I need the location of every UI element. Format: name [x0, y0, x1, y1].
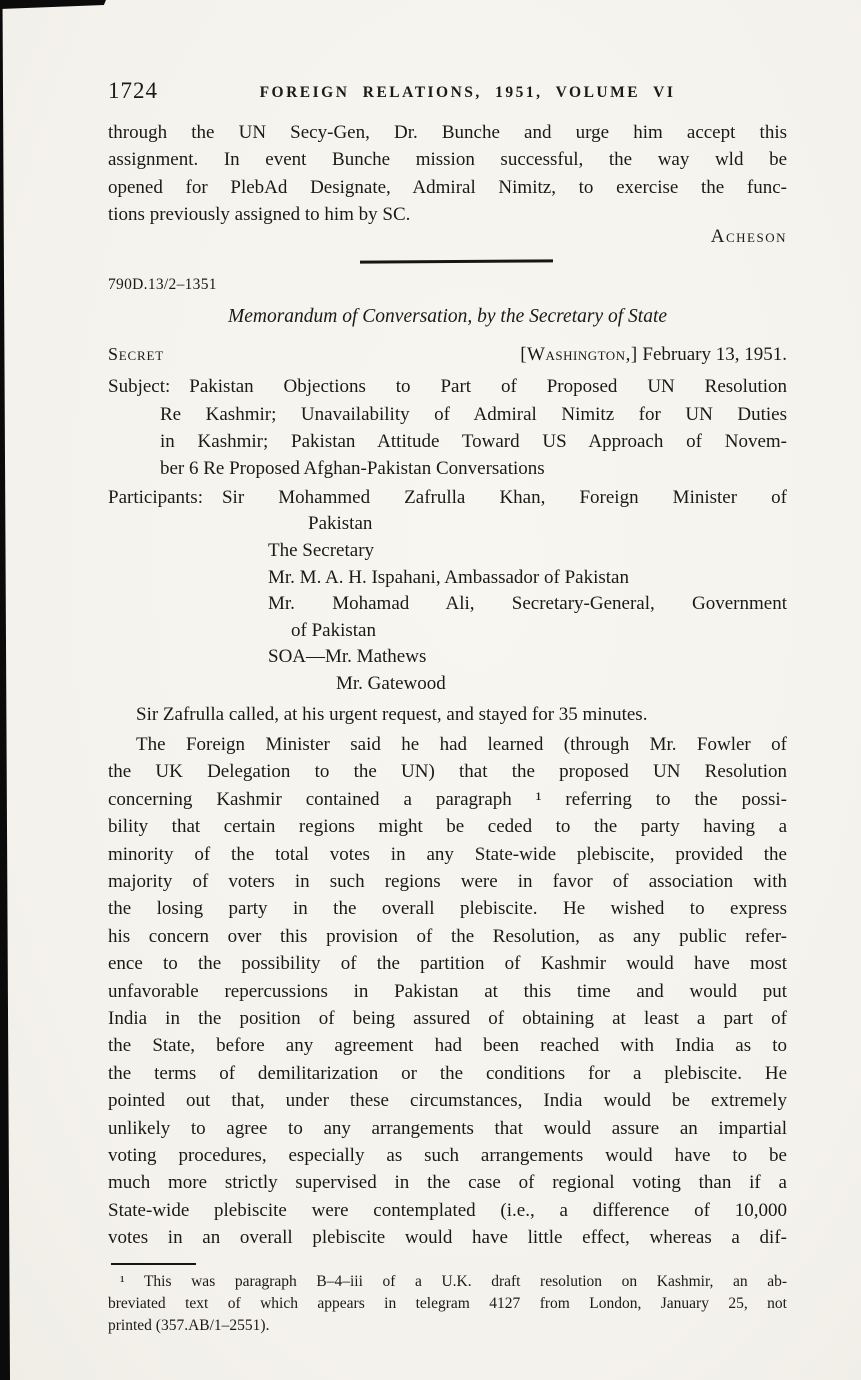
text-line: breviated text of which appears in telegram 4127 from London, January 25, not — [108, 1294, 787, 1312]
text-line: Mr. M. A. H. Ispahani, Ambassador of Pakistan — [268, 566, 629, 588]
previous-document-continuation — [108, 119, 787, 249]
footnote-rule — [111, 1263, 196, 1265]
text-line: The Secretary — [268, 539, 375, 561]
body-paragraph — [108, 731, 787, 1252]
text-line: much more strictly supervised in the case of regional voting than if a — [108, 1172, 787, 1194]
document-title: Memorandum of Conversation, by the Secretary of State — [227, 306, 668, 328]
footnote-block — [108, 1271, 787, 1338]
text-line: India in the position of being assured of obtaining at least a part of — [108, 1007, 787, 1029]
page-header — [108, 78, 787, 110]
text-line: Mr. Mohamad Ali, Secretary-General, Government — [268, 593, 787, 615]
running-header: FOREIGN RELATIONS, 1951, VOLUME VI — [259, 84, 676, 101]
text-line: concerning Kashmir contained a paragraph ¹ referring to the possi- — [108, 788, 787, 810]
scan-edge-artifact-left — [0, 0, 12, 1380]
page-content — [108, 78, 787, 1337]
text-line: unfavorable repercussions in Pakistan at this time and would put — [108, 980, 787, 1002]
text-line: State-wide plebiscite were contemplated (i.e., a difference of 10,000 — [108, 1199, 787, 1221]
text-line: the losing party in the overall plebiscite. He wished to express — [108, 898, 787, 920]
text-line: voting procedures, especially as such arrangements would have to be — [108, 1145, 787, 1166]
section-divider-rule — [360, 259, 553, 263]
text-line: the UK Delegation to the UN) that the proposed UN Resolution — [108, 761, 787, 783]
participants-block — [108, 485, 787, 698]
text-line: printed (357.AB/1–2551). — [108, 1317, 270, 1335]
dateline-place: [Washington,] — [520, 344, 638, 366]
text-line: ber 6 Re Proposed Afghan-Pakistan Conversations — [160, 458, 545, 480]
text-line: opened for PlebAd Designate, Admiral Nimitz, to exercise the func- — [108, 176, 787, 198]
text-line: Mr. Gatewood — [336, 672, 446, 694]
dateline-date: February 13, 1951. — [642, 344, 787, 366]
scan-edge-artifact-top — [0, 0, 106, 9]
body-paragraph — [108, 701, 787, 728]
page-number: 1724 — [108, 78, 158, 103]
text-line: Pakistan — [308, 513, 373, 535]
text-line: in Kashmir; Pakistan Attitude Toward US Approach of Novem- — [160, 430, 787, 452]
text-line: his concern over this provision of the Resolution, as any public refer- — [108, 925, 787, 947]
text-line: Sir Zafrulla called, at his urgent request, and stayed for 35 minutes. — [136, 703, 648, 725]
text-line: tions previously assigned to him by SC. — [108, 204, 411, 226]
text-line: ¹ This was paragraph B–4–iii of a U.K. draft resolution on Kashmir, an ab- — [120, 1272, 787, 1290]
text-line: Subject: Pakistan Objections to Part of Proposed UN Resolution — [108, 376, 787, 398]
subject-block — [108, 373, 787, 483]
file-reference: 790D.13/2–1351 — [108, 276, 217, 294]
text-line: through the UN Secy-Gen, Dr. Bunche and urge him accept this — [108, 122, 787, 143]
text-line: of Pakistan — [291, 619, 376, 641]
text-line: majority of voters in such regions were in favor of association with — [108, 870, 787, 892]
text-line: the terms of demilitarization or the conditions for a plebiscite. He — [108, 1062, 787, 1084]
text-line: pointed out that, under these circumstances, India would be extremely — [108, 1090, 787, 1112]
text-line: minority of the total votes in any State-wide plebiscite, provided the — [108, 843, 787, 865]
text-line: assignment. In event Bunche mission successful, the way wld be — [108, 149, 787, 171]
dateline — [520, 344, 787, 366]
text-line: unlikely to agree to any arrangements that would assure an impartial — [108, 1117, 787, 1139]
text-line: bility that certain regions might be ceded to the party having a — [108, 816, 787, 838]
text-line: Re Kashmir; Unavailability of Admiral Nimitz for UN Duties — [160, 403, 787, 425]
text-line: the State, before any agreement had been reached with India as to — [108, 1035, 787, 1057]
dateline-row — [108, 344, 787, 366]
signature: Acheson — [710, 225, 787, 247]
text-line: votes in an overall plebiscite would have little effect, whereas a dif- — [108, 1227, 787, 1249]
text-line: The Foreign Minister said he had learned (through Mr. Fowler of — [136, 733, 787, 755]
text-line: SOA—Mr. Mathews — [268, 646, 427, 668]
text-line: ence to the possibility of the partition of Kashmir would have most — [108, 953, 787, 975]
paragraph — [108, 119, 787, 229]
text-line: Participants: Sir Mohammed Zafrulla Khan, Foreign Minister of — [108, 486, 787, 508]
classification-label: Secret — [108, 344, 164, 365]
